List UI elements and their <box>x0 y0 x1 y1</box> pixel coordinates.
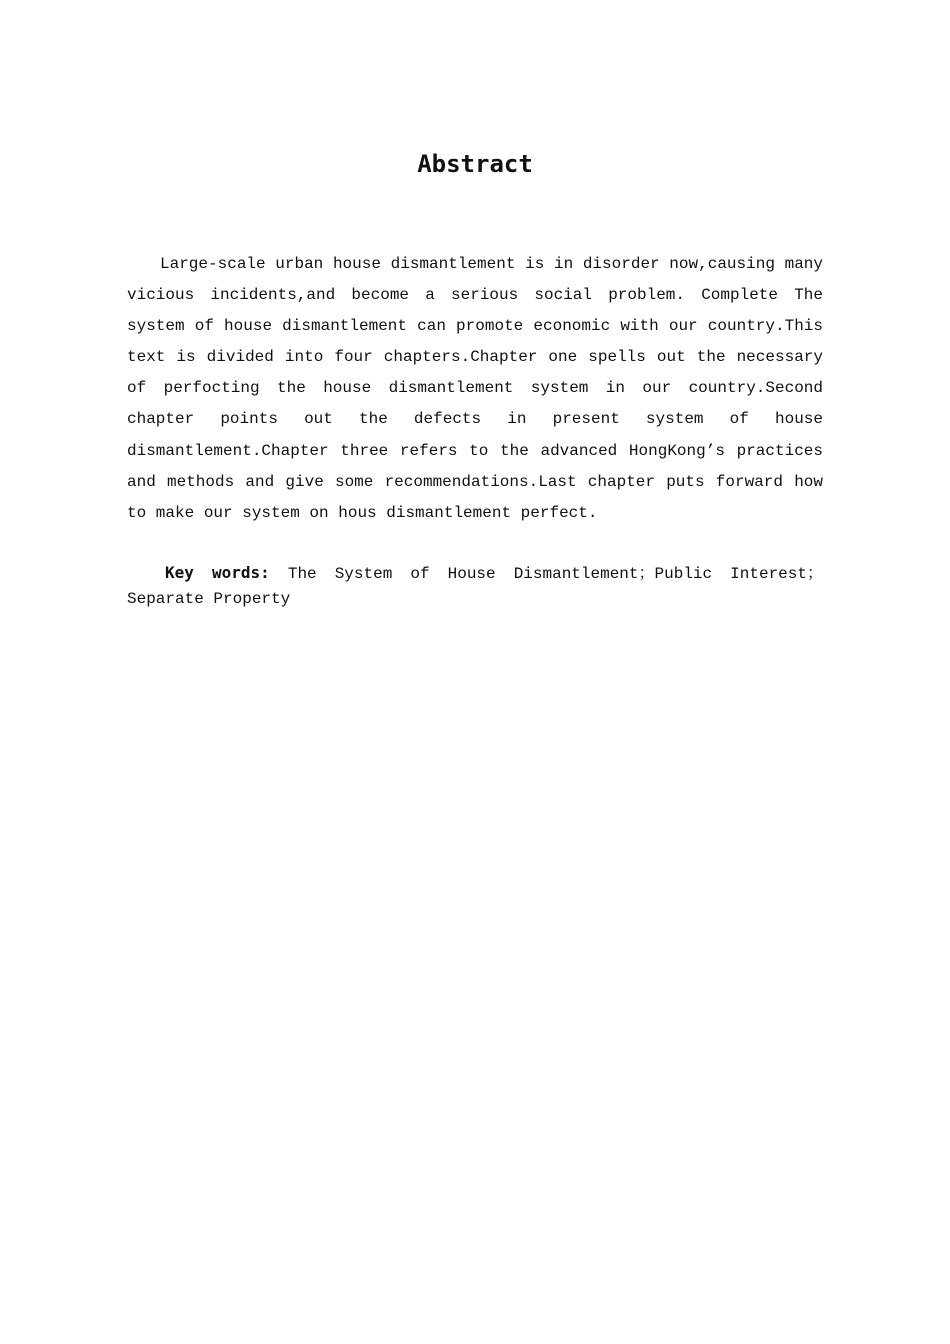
keywords-text: The System of House Dismantlement；Public Interest；Separate Property <box>127 565 823 608</box>
keywords-label: Key words: <box>165 563 270 582</box>
abstract-body: Large-scale urban house dismantlement is in disorder now,causing many vicious incidents,and become a serious social problem. Complete The system of house dismantlement can promote economic with our country.This text is divided into four chapters.Chapter one spells out the necessary of perfocting the house dismantlement system in our country.Second chapter points out the defects in present system of house dismantlement.Chapter three refers to the advanced HongKong’s practices and methods and give some recommendations.Last chapter puts forward how to make our system on hous dismantlement perfect. <box>127 255 823 522</box>
abstract-title: Abstract <box>417 150 533 178</box>
keywords-paragraph <box>127 560 823 612</box>
